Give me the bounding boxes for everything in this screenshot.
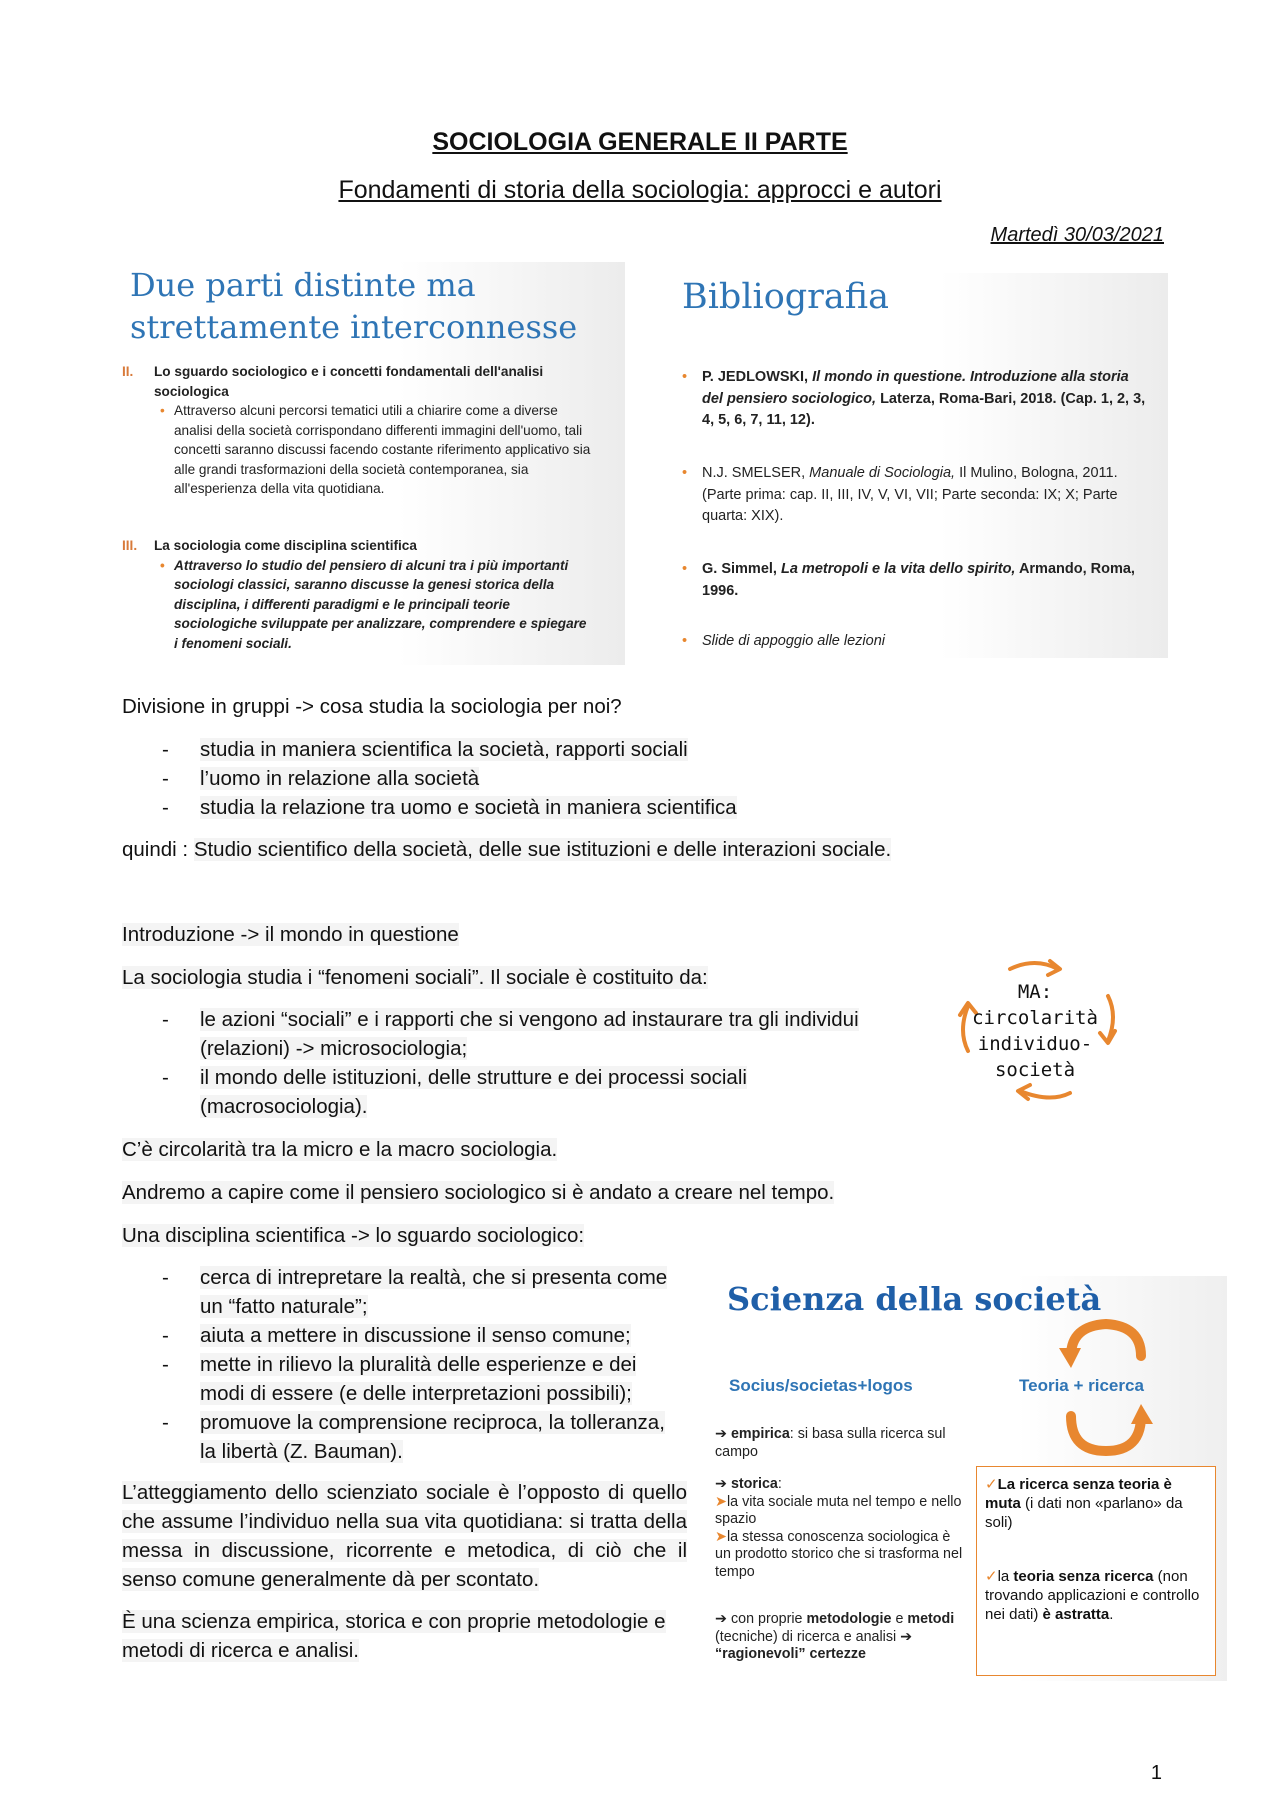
slide-title: Bibliografia (682, 277, 889, 317)
slide-title: Scienza della società (727, 1280, 1102, 1318)
list-item: - mette in rilievo la pluralità delle esperienze e dei modi di essere (e delle interpretazioni possibili); (122, 1350, 682, 1408)
page-number: 1 (1150, 1762, 1162, 1784)
bib-entry: • N.J. SMELSER, Manuale di Sociologia, Il Mulino, Bologna, 2011. (Parte prima: cap. II, III, IV, V, VI, VII; Parte seconda: IX; X; Parte quarta: XIX). (682, 465, 1118, 524)
slide-point-storica: ➔ storica: ➤la vita sociale muta nel tempo e nello spazio ➤la stessa conoscenza sociologica è un prodotto storico che si trasforma nel tempo (715, 1476, 963, 1580)
slide-due-parti (122, 262, 625, 665)
list-item: - le azioni “sociali” e i rapporti che si vengono ad instaurare tra gli individui (relazioni) -> microsociologia; (122, 1005, 917, 1063)
paragraph: Andremo a capire come il pensiero sociologico si è andato a creare nel tempo. (122, 1181, 835, 1204)
bullet-icon: • (682, 561, 688, 577)
roman-numeral: III. (122, 538, 138, 553)
page-subtitle: Fondamenti di storia della sociologia: approcci e autori (338, 176, 942, 204)
slide-bibliografia (660, 273, 1168, 658)
slide-scienza-societa (701, 1276, 1227, 1681)
section2-lead: La sociologia studia i “fenomeni sociali”. Il sociale è costituito da: (122, 966, 708, 989)
cycle-arrows-icon (1041, 1306, 1171, 1466)
slide-item-ii (122, 362, 622, 499)
slide-point-empirica: ➔ empirica: si basa sulla ricerca sul campo (715, 1426, 946, 1460)
list-item: - il mondo delle istituzioni, delle strutture e dei processi sociali (macrosociologia). (122, 1063, 917, 1121)
roman-numeral: II. (122, 364, 134, 379)
list-item: - l’uomo in relazione alla società (122, 764, 922, 793)
circle-label: individuo-società (977, 1033, 1093, 1081)
paragraph: Una disciplina scientifica -> lo sguardo sociologico: (122, 1224, 585, 1247)
bullet-icon: • (682, 369, 688, 385)
bib-entry: • P. JEDLOWSKI, Il mondo in questione. Introduzione alla storia del pensiero sociologico, Laterza, Roma-Bari, 2018. (Cap. 1, 2, 3, 4, 5, 6, 7, 11, 12). (682, 369, 1146, 428)
section1-quindi: quindi : Studio scientifico della società, delle sue istituzioni e delle interazioni sociale. (122, 838, 892, 861)
section2-list2 (122, 1263, 682, 1466)
teoria-point: ✓la teoria senza ricerca (non trovando applicazioni e controllo nei dati) è astratta. (985, 1568, 1200, 1623)
slide-subheading: Socius/societas+logos (729, 1376, 913, 1395)
bullet-icon: • (160, 403, 165, 418)
slide-item-iii (122, 536, 622, 653)
lecture-date: Martedì 30/03/2021 (990, 224, 1164, 246)
slide-title-line: Due parti distinte ma (130, 266, 476, 304)
slide-title (130, 264, 610, 348)
slide-item-text: Attraverso lo studio del pensiero di alcuni tra i più importanti sociologi classici, saranno discusse la genesi storica della disciplina, i differenti paradigmi e le principali teorie sociologiche sviluppate per analizzare, comprendere e spiegare i fenomeni sociali. (174, 557, 587, 651)
list-item: - studia in maniera scientifica la società, rapporti sociali (122, 735, 922, 764)
circle-label: circolarità (972, 1007, 1098, 1029)
circle-label: MA: (1017, 981, 1053, 1003)
list-item: - studia la relazione tra uomo e società in maniera scientifica (122, 793, 922, 822)
paragraph: C’è circolarità tra la micro e la macro sociologia. (122, 1138, 558, 1161)
section2-list (122, 1005, 917, 1121)
section1-list (122, 735, 922, 822)
section2-intro: Introduzione -> il mondo in questione (122, 923, 459, 946)
paragraph: L’atteggiamento dello scienziato sociale è l’opposto di quello che assume l’individuo nella sua vita quotidiana: si tratta della messa in discussione, ricorrente e metodica, di ciò che il senso comune generalmente dà per scontato. (122, 1481, 687, 1591)
bib-entry: • G. Simmel, La metropoli e la vita dello spirito, Armando, Roma, 1996. (682, 561, 1135, 599)
slide-item-heading: Lo sguardo sociologico e i concetti fondamentali dell'analisi sociologica (154, 364, 544, 399)
section1-intro: Divisione in gruppi -> cosa studia la sociologia per noi? (122, 695, 622, 718)
bullet-icon: • (682, 633, 688, 649)
teoria-ricerca-box (976, 1466, 1216, 1676)
slide-point-metodi: ➔ con proprie metodologie e metodi (tecniche) di ricerca e analisi ➔ “ragionevoli” certezze (715, 1611, 955, 1662)
page-title: SOCIOLOGIA GENERALE II PARTE (432, 128, 848, 156)
slide-title-line: strettamente interconnesse (130, 308, 578, 346)
list-item: - aiuta a mettere in discussione il senso comune; (122, 1321, 682, 1350)
bib-entry: • Slide di appoggio alle lezioni (682, 631, 1152, 653)
paragraph: È una scienza empirica, storica e con proprie metodologie e metodi di ricerca e analisi. (122, 1610, 666, 1662)
slide-item-heading: La sociologia come disciplina scientifica (154, 538, 417, 553)
list-item: - cerca di intrepretare la realtà, che si presenta come un “fatto naturale”; (122, 1263, 682, 1321)
circularity-diagram (940, 951, 1130, 1111)
list-item: - promuove la comprensione reciproca, la tolleranza, la libertà (Z. Bauman). (122, 1408, 682, 1466)
slide-subheading: Teoria + ricerca (1019, 1376, 1144, 1395)
teoria-point: ✓La ricerca senza teoria è muta (i dati non «parlano» da soli) (985, 1476, 1183, 1531)
slide-item-text: Attraverso alcuni percorsi tematici utili a chiarire come a diverse analisi della società corrispondano differenti immagini dell'uomo, tali concetti saranno discussi facendo costante riferimento applicativo sia alle grandi trasformazioni della società contemporanea, sia all'esperienza della vita quotidiana. (174, 403, 591, 496)
bullet-icon: • (160, 557, 165, 573)
bullet-icon: • (682, 465, 688, 481)
